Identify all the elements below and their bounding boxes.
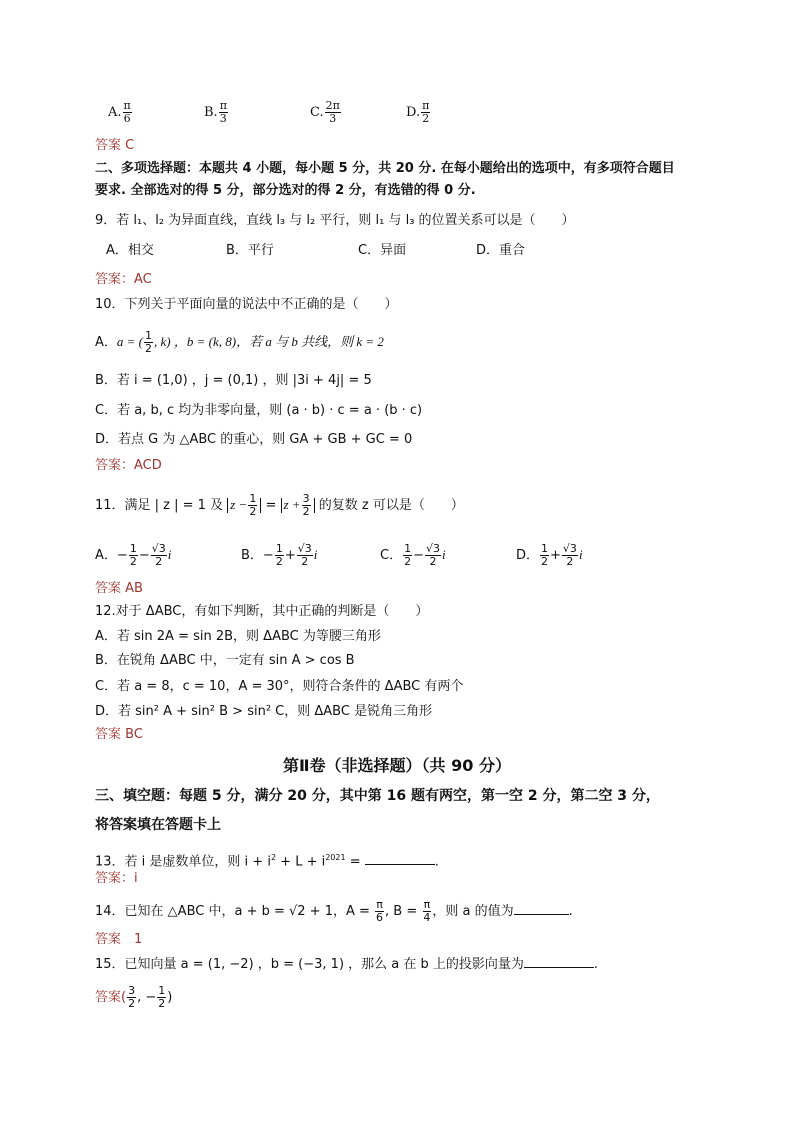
q10-option-a (95, 330, 384, 355)
fraction-denominator: 2 (302, 505, 310, 518)
stem-text: 15．已知向量 a = (1, −2) ，b = (−3, 1) ，那么 a 在 b 上的投影向量为 (95, 957, 524, 972)
answer-text: 答案( (95, 990, 127, 1005)
fraction-denominator: 2 (275, 555, 283, 568)
fraction-numerator: 1 (249, 492, 257, 505)
q11-stem (95, 493, 464, 518)
q8-option-b (204, 100, 228, 125)
sign: − (413, 548, 424, 563)
fraction-numerator: 3 (302, 492, 310, 505)
q15-answer (95, 985, 172, 1010)
fraction-numerator: 3 (128, 984, 136, 997)
fraction-numerator: 1 (404, 542, 412, 555)
q15-stem (95, 955, 598, 974)
fraction-denominator: 2 (249, 505, 257, 518)
fraction-denominator: 2 (128, 997, 136, 1010)
fraction-numerator: 1 (129, 542, 137, 555)
fraction-numerator: π (376, 898, 383, 911)
imaginary-unit: i (313, 547, 318, 562)
fraction-denominator: 2 (541, 555, 549, 568)
stem-text: , B = (385, 904, 422, 919)
fraction-denominator: 2 (422, 112, 430, 125)
fraction-numerator: 1 (275, 542, 283, 555)
sign: − (138, 548, 150, 563)
fraction-denominator: 3 (329, 112, 337, 125)
option-text: , k) ，b = (k, 8)，若 a 与 b 共线，则 k = 2 (154, 334, 384, 349)
fraction-denominator: 2 (301, 555, 309, 568)
option-letter: A． (95, 548, 117, 563)
fraction-denominator: 2 (429, 555, 437, 568)
stem-text: . (568, 904, 573, 919)
option-letter: C． (380, 548, 403, 563)
fraction-numerator: 1 (541, 542, 549, 555)
answer-text: ) (167, 990, 173, 1005)
q10-option-b: B．若 i = (1,0) ，j = (0,1) ，则 |3i + 4j| = 5 (95, 373, 372, 388)
exponent: 2021 (325, 853, 346, 862)
stem-text: 的复数 z 可以是（ ） (318, 498, 464, 513)
fraction-denominator: 2 (155, 555, 163, 568)
fraction-denominator: 6 (123, 112, 131, 125)
q11-answer: 答案 AB (95, 581, 143, 596)
q12-option-b: B．在锐角 ΔABC 中，一定有 sin A > cos B (95, 653, 355, 668)
stem-text: 11．满足 | z | = 1 及 (95, 498, 224, 513)
fraction-denominator: 4 (423, 911, 431, 924)
imaginary-unit: i (167, 547, 172, 562)
option-letter: A． (95, 335, 117, 350)
q14-stem (95, 899, 573, 924)
answer-text: , − (137, 990, 157, 1005)
abs-left (227, 492, 261, 518)
part3-heading-line2: 将答案填在答题卡上 (95, 817, 221, 833)
sign: − (262, 548, 274, 563)
fraction-numerator: 1 (145, 329, 153, 342)
sign: + (550, 548, 561, 563)
q9-option-b: B．平行 (226, 243, 274, 258)
answer-blank (524, 955, 594, 968)
q11-option-c (380, 543, 446, 568)
fraction-numerator: √3 (297, 542, 312, 555)
q13-answer: 答案：i (95, 871, 138, 886)
q9-option-c: C．异面 (358, 243, 407, 258)
answer-blank (514, 902, 569, 915)
option-letter: C. (310, 105, 324, 120)
fraction-denominator: 2 (404, 555, 412, 568)
q12-stem: 12.对于 ΔABC，有如下判断，其中正确的判断是（ ） (95, 604, 429, 619)
q11-option-a (95, 543, 171, 568)
fraction-numerator: 1 (158, 984, 166, 997)
part3-heading-line1: 三、填空题：每题 5 分，满分 20 分，其中第 16 题有两空，第一空 2 分，第二空 3 分， (95, 788, 660, 804)
option-letter: B． (241, 548, 263, 563)
q14-answer: 答案 1 (95, 932, 143, 947)
fraction-numerator: 2π (325, 99, 340, 112)
option-letter: D． (516, 548, 540, 563)
stem-text: = (345, 854, 365, 870)
q9-option-a: A．相交 (106, 243, 154, 258)
stem-text: + L + i (276, 854, 326, 870)
q10-option-c: C．若 a, b, c 均为非零向量，则 (a · b) · c = a · (b · c) (95, 403, 423, 418)
fraction-numerator: √3 (425, 542, 440, 555)
q9-answer: 答案：AC (95, 272, 152, 287)
fraction-denominator: 2 (129, 555, 137, 568)
fraction-denominator: 2 (158, 997, 166, 1010)
fraction-numerator: √3 (562, 542, 577, 555)
q10-option-d: D．若点 G 为 △ABC 的重心，则 GA + GB + GC = 0 (95, 432, 413, 447)
fraction-numerator: π (422, 99, 430, 112)
fraction-denominator: 6 (376, 911, 384, 924)
q9-option-d: D．重合 (476, 243, 526, 258)
fraction-numerator: π (123, 99, 131, 112)
option-letter: B. (204, 105, 218, 120)
q8-option-a (108, 100, 132, 125)
fraction-denominator: 3 (219, 112, 227, 125)
fraction-denominator: 2 (566, 555, 574, 568)
stem-text: . (593, 957, 599, 972)
q12-option-d: D．若 sin² A + sin² B > sin² C，则 ΔABC 是锐角三角形 (95, 704, 433, 719)
section2-title: 第Ⅱ卷（非选择题）（共 90 分） (283, 756, 511, 775)
part2-heading-line2: 要求. 全部选对的得 5 分，部分选对的得 2 分，有选错的得 0 分. (95, 183, 476, 198)
q10-stem: 10．下列关于平面向量的说法中不正确的是（ ） (95, 297, 398, 312)
q12-option-c: C．若 a = 8，c = 10，A = 30°，则符合条件的 ΔABC 有两个 (95, 679, 464, 694)
q10-answer: 答案：ACD (95, 458, 162, 473)
vector-expression: a = ( (116, 334, 144, 349)
fraction-denominator: 2 (145, 342, 153, 355)
imaginary-unit: i (578, 547, 583, 562)
q11-option-b (241, 543, 317, 568)
sign: + (284, 548, 296, 563)
q13-stem: 13．若 i 是虚数单位，则 $i + i^2 + L + i^{2021}$ = . (95, 853, 439, 870)
part2-heading-line1: 二、多项选择题：本题共 4 小题，每小题 5 分，共 20 分. 在每小题给出的选项中，有多项符合题目 (95, 161, 675, 176)
fraction-numerator: π (423, 898, 431, 911)
sign: − (116, 548, 128, 563)
option-letter: A. (108, 105, 122, 120)
option-letter: D. (406, 105, 421, 120)
fraction-numerator: π (219, 99, 227, 112)
q11-option-d (516, 543, 583, 568)
q9-stem: 9．若 l₁、l₂ 为异面直线，直线 l₃ 与 l₂ 平行，则 l₁ 与 l₃ 的位置关系可以是（ ） (95, 213, 575, 228)
equals-sign: = (261, 498, 281, 513)
q12-answer: 答案 BC (95, 727, 143, 742)
answer-blank (365, 852, 435, 865)
q12-option-a: A．若 sin 2A = sin 2B，则 ΔABC 为等腰三角形 (95, 629, 381, 644)
stem-text: ，则 a 的值为 (432, 904, 514, 919)
abs-right (281, 492, 315, 518)
stem-text: 13．若 i 是虚数单位，则 i + i (95, 854, 271, 870)
abs-expression: z + (283, 497, 301, 512)
q8-answer: 答案 C (95, 138, 135, 153)
exponent: 2 (270, 853, 277, 862)
fraction-numerator: √3 (151, 542, 166, 555)
stem-text: 14．已知在 △ABC 中，a + b = √2 + 1，A = (95, 904, 375, 919)
abs-expression: z − (230, 497, 248, 512)
imaginary-unit: i (442, 547, 446, 562)
q8-option-d (406, 100, 430, 125)
q8-option-c (310, 100, 341, 125)
